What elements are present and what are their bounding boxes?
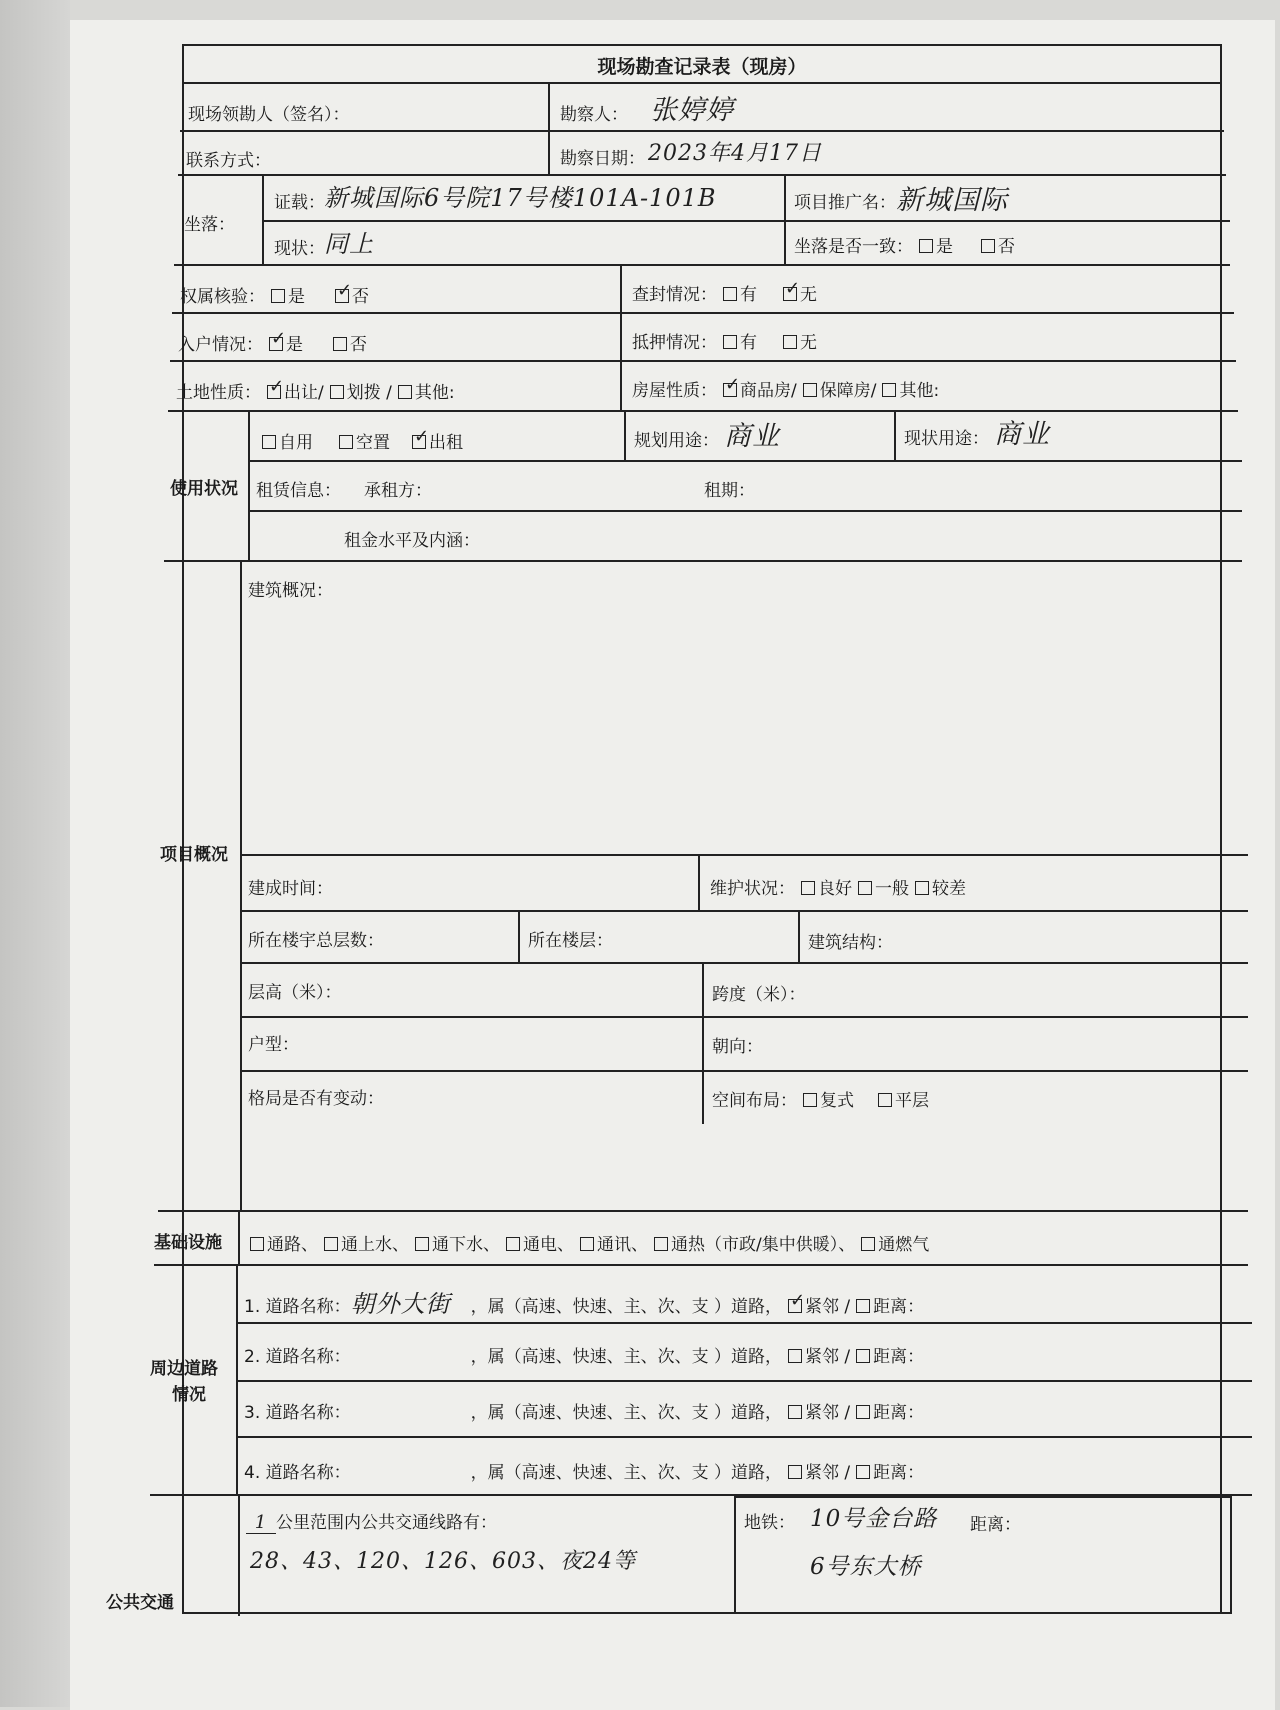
overview-label: 建筑概况： xyxy=(248,581,333,601)
bus-routes-label: 1 公里范围内公共交通线路有： xyxy=(246,1508,497,1534)
road-4-distance-checkbox[interactable] xyxy=(856,1465,870,1479)
infra-power-checkbox[interactable] xyxy=(506,1237,520,1251)
total-floors-label: 所在楼宇总层数： xyxy=(248,931,384,951)
entry-yes-checkbox[interactable] xyxy=(269,337,283,351)
title-row xyxy=(182,44,1222,84)
floor-height-label: 层高（米）： xyxy=(248,983,342,1003)
match-no-checkbox[interactable] xyxy=(981,239,995,253)
land-other-checkbox[interactable] xyxy=(398,385,412,399)
land-allocated-checkbox[interactable] xyxy=(330,385,344,399)
seizure-status: 查封情况： 有✓ 无 xyxy=(632,280,817,305)
maintain-good-checkbox[interactable] xyxy=(801,881,815,895)
maintain-poor-checkbox[interactable] xyxy=(915,881,929,895)
usage-options: 自用 空置✓ 出租 xyxy=(256,428,463,453)
infra-drain-checkbox[interactable] xyxy=(415,1237,429,1251)
maintenance-status: 维护状况： 良好 一般 较差 xyxy=(710,879,966,899)
page-edge-shadow xyxy=(0,0,70,1707)
promo-name-label: 项目推广名： xyxy=(794,193,896,213)
surveyor-label: 勘察人： xyxy=(560,105,628,125)
ownership-row xyxy=(172,266,1234,314)
road-2-adjacent-checkbox[interactable] xyxy=(788,1349,802,1363)
metro-label: 地铁： xyxy=(744,1513,795,1533)
road-1-adjacent-checkbox[interactable] xyxy=(788,1299,802,1313)
usage-vacant-checkbox[interactable] xyxy=(339,435,353,449)
metro-distance-label: 距离： xyxy=(970,1515,1021,1535)
usage-rented-checkbox[interactable] xyxy=(412,435,426,449)
ownership-no-checkbox[interactable] xyxy=(335,289,349,303)
orientation-label: 朝向： xyxy=(712,1037,763,1057)
road-1-name: 朝外大街 xyxy=(350,1290,451,1318)
survey-date: 2023年4月17日 xyxy=(648,141,822,166)
usage-self-checkbox[interactable] xyxy=(262,435,276,449)
date-label: 勘察日期： xyxy=(560,149,645,169)
road-1-distance-checkbox[interactable] xyxy=(856,1299,870,1313)
match-yes-checkbox[interactable] xyxy=(919,239,933,253)
location-label: 坐落： xyxy=(184,215,235,235)
infrastructure-label: 基础设施 xyxy=(154,1233,222,1253)
lease-info-label: 租赁信息： xyxy=(256,481,341,501)
lease-term-label: 租期： xyxy=(704,481,755,501)
ownership-check: 权属核验： 是✓ 否 xyxy=(180,282,369,307)
roads-section-label-1: 周边道路 xyxy=(150,1359,218,1379)
land-transfer-checkbox[interactable] xyxy=(267,385,281,399)
infra-telecom-checkbox[interactable] xyxy=(580,1237,594,1251)
road-row-2: 2. 道路名称： ，属（高速、快速、主、次、支 ）道路， 紧邻 / 距离： xyxy=(244,1347,925,1367)
seizure-no-checkbox[interactable] xyxy=(783,287,797,301)
entry-no-checkbox[interactable] xyxy=(333,337,347,351)
transit-section-label: 公共交通 xyxy=(106,1593,174,1613)
entry-status: 入户情况：✓ 是 否 xyxy=(178,330,367,355)
infrastructure-row xyxy=(154,1212,1248,1266)
current-status: 同上 xyxy=(324,230,374,258)
project-section xyxy=(158,562,1248,1212)
entry-row xyxy=(170,314,1236,362)
cert-address: 新城国际6号院17号楼101A-101B xyxy=(324,184,717,212)
usage-section xyxy=(164,412,1242,562)
surveyor-signature: 张婷婷 xyxy=(650,95,734,126)
header-row-1 xyxy=(180,84,1224,132)
road-row-3: 3. 道路名称： ，属（高速、快速、主、次、支 ）道路， 紧邻 / 距离： xyxy=(244,1403,925,1423)
road-3-adjacent-checkbox[interactable] xyxy=(788,1405,802,1419)
structure-label: 建筑结构： xyxy=(808,933,893,953)
built-time-label: 建成时间： xyxy=(248,879,333,899)
contact-label: 联系方式： xyxy=(186,151,271,171)
house-nature: 房屋性质：✓ 商品房/ 保障房/ 其他: xyxy=(632,376,939,401)
land-nature: 土地性质：✓ 出让/ 划拨 / 其他: xyxy=(176,378,455,403)
span-label: 跨度（米）： xyxy=(712,985,806,1005)
promo-name: 新城国际 xyxy=(896,185,1008,216)
seizure-yes-checkbox[interactable] xyxy=(723,287,737,301)
metro-line-1: 10号金台路 xyxy=(810,1506,938,1532)
road-row-4: 4. 道路名称： ，属（高速、快速、主、次、支 ）道路， 紧邻 / 距离： xyxy=(244,1463,925,1483)
road-3-distance-checkbox[interactable] xyxy=(856,1405,870,1419)
planned-use: 商业 xyxy=(724,421,780,452)
roads-section-label-2: 情况 xyxy=(172,1385,206,1405)
metro-line-2: 6号东大桥 xyxy=(810,1554,922,1580)
road-4-adjacent-checkbox[interactable] xyxy=(788,1465,802,1479)
actual-use: 商业 xyxy=(994,419,1050,450)
infrastructure-options: 通路、 通上水、 通下水、 通电、 通讯、 通热（市政/集中供暖）、 通燃气 xyxy=(244,1230,929,1255)
roads-section xyxy=(150,1266,1252,1496)
space-layout: 空间布局： 复式 平层 xyxy=(712,1091,929,1111)
current-label: 现状： xyxy=(274,239,325,259)
mortgage-status: 抵押情况： 有 无 xyxy=(632,333,817,353)
house-affordable-checkbox[interactable] xyxy=(803,383,817,397)
bus-routes: 28、43、120、126、603、夜24等 xyxy=(250,1549,636,1574)
infra-heat-checkbox[interactable] xyxy=(654,1237,668,1251)
ownership-yes-checkbox[interactable] xyxy=(271,289,285,303)
space-duplex-checkbox[interactable] xyxy=(803,1093,817,1107)
actual-use-label: 现状用途： xyxy=(904,429,989,449)
infra-road-checkbox[interactable] xyxy=(250,1237,264,1251)
planned-use-label: 规划用途： xyxy=(634,431,719,451)
maintain-normal-checkbox[interactable] xyxy=(858,881,872,895)
mortgage-yes-checkbox[interactable] xyxy=(723,335,737,349)
usage-section-label: 使用状况 xyxy=(170,479,238,499)
mortgage-no-checkbox[interactable] xyxy=(783,335,797,349)
project-section-label: 项目概况 xyxy=(160,845,228,865)
location-match: 坐落是否一致： 是 否 xyxy=(794,237,1015,257)
road-2-distance-checkbox[interactable] xyxy=(856,1349,870,1363)
infra-water-checkbox[interactable] xyxy=(324,1237,338,1251)
tenant-label: 承租方： xyxy=(364,481,432,501)
road-row-1: 1. 道路名称：朝外大街 ，属（高速、快速、主、次、支 ）道路，✓ 紧邻 / 距离： xyxy=(244,1284,924,1319)
location-section xyxy=(174,176,1230,266)
header-row-2 xyxy=(178,132,1226,176)
floor-label: 所在楼层： xyxy=(528,931,613,951)
rent-level-label: 租金水平及内涵： xyxy=(344,531,480,551)
transit-section xyxy=(106,1496,1254,1616)
form-title: 现场勘查记录表（现房） xyxy=(597,56,807,78)
property-nature-row xyxy=(168,362,1238,412)
infra-gas-checkbox[interactable] xyxy=(861,1237,875,1251)
survey-form xyxy=(106,44,1240,1614)
space-flat-checkbox[interactable] xyxy=(878,1093,892,1107)
cert-label: 证载： xyxy=(274,193,325,213)
radius-km: 1 xyxy=(246,1512,276,1534)
unit-type-label: 户型： xyxy=(248,1035,299,1055)
house-other-checkbox[interactable] xyxy=(882,383,896,397)
house-commercial-checkbox[interactable] xyxy=(723,383,737,397)
layout-change-label: 格局是否有变动： xyxy=(248,1089,384,1109)
leader-label: 现场领勘人（签名）： xyxy=(188,105,350,125)
